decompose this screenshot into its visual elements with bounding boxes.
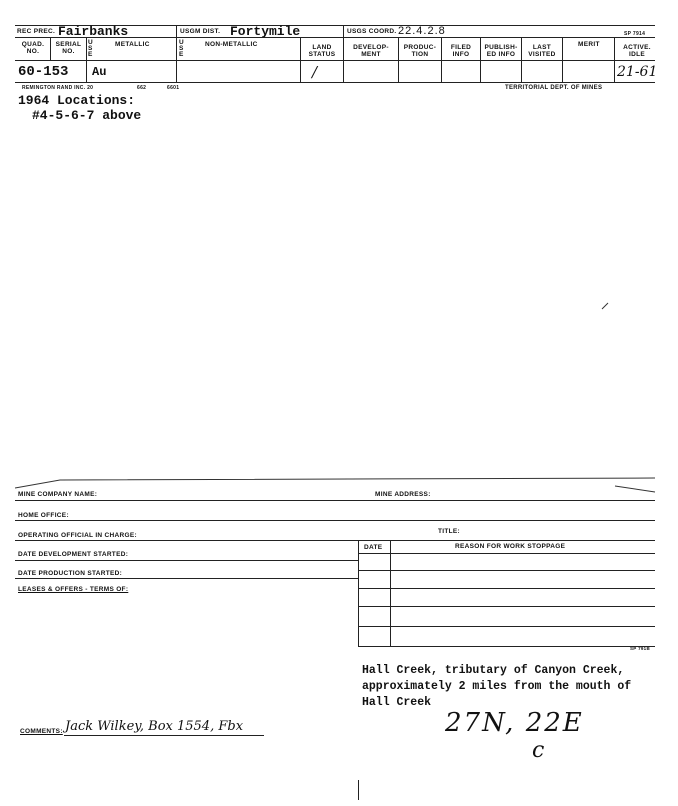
- non-metallic-header: NON-METALLIC: [205, 41, 258, 48]
- col-divider: [176, 37, 177, 82]
- table-row-line: [358, 570, 655, 571]
- record-row-rule: [15, 82, 655, 83]
- serial-no-header: SERIAL NO.: [55, 41, 82, 55]
- rec-prec-value: Fairbanks: [58, 24, 129, 39]
- bottom-mark: [358, 780, 359, 800]
- printer-code: 6601: [167, 85, 180, 91]
- col-divider: [614, 37, 615, 82]
- quad-serial-value: 60-153: [18, 64, 69, 80]
- use-nonmetallic-header: U S E: [179, 39, 184, 58]
- production-header: PRODUC-TION: [403, 44, 437, 58]
- usgm-dist-value: Fortymile: [230, 24, 301, 39]
- quad-no-header: QUAD. NO.: [21, 41, 45, 55]
- use-metallic-header: U S E: [88, 39, 93, 58]
- notes-line-1: 1964 Locations:: [18, 93, 136, 108]
- col-divider: [562, 37, 563, 82]
- usgm-dist-label: USGM DIST.: [180, 28, 221, 35]
- rule: [15, 500, 655, 501]
- comments-underline: [64, 735, 264, 736]
- usgs-coord-value: 22.4.2.8: [398, 25, 446, 37]
- stray-mark: [600, 300, 612, 312]
- active-idle-header: ACTIVE. IDLE: [623, 44, 651, 58]
- printer-mark: REMINGTON RAND INC. 20: [22, 85, 94, 91]
- table-row-line: [358, 606, 655, 607]
- last-visited-header: LAST VISITED: [528, 44, 556, 58]
- date-development-started-label: DATE DEVELOPMENT STARTED:: [18, 551, 129, 558]
- land-status-header: LAND STATUS: [308, 44, 336, 58]
- home-office-label: HOME OFFICE:: [18, 512, 69, 519]
- date-production-started-label: DATE PRODUCTION STARTED:: [18, 570, 123, 577]
- table-left-border: [358, 540, 359, 647]
- usgs-coord-label: USGS COORD.: [347, 28, 397, 35]
- comments-value: Jack Wilkey, Box 1554, Fbx: [65, 719, 244, 734]
- operating-official-label: OPERATING OFFICIAL IN CHARGE:: [18, 532, 137, 539]
- title-label: TITLE:: [438, 528, 461, 535]
- published-info-header: PUBLISH-ED INFO: [484, 44, 518, 58]
- reason-column-header: REASON FOR WORK STOPPAGE: [455, 543, 566, 550]
- rule: [15, 540, 655, 541]
- merit-header: MERIT: [578, 41, 600, 48]
- active-idle-value: 21-61: [617, 64, 658, 80]
- land-status-value: /: [312, 63, 318, 81]
- location-line-2: approximately 2 miles from the mouth of: [362, 680, 632, 693]
- col-divider: [398, 37, 399, 82]
- table-row-line: [358, 646, 655, 647]
- mine-company-name-label: MINE COMPANY NAME:: [18, 491, 98, 498]
- form-code-bottom: SP 791B: [630, 646, 651, 651]
- location-line-3: Hall Creek: [362, 696, 432, 709]
- mine-address-label: MINE ADDRESS:: [375, 491, 431, 498]
- column-header-rule: [15, 60, 655, 61]
- filed-info-header: FILED INFO: [450, 44, 472, 58]
- metallic-header: METALLIC: [115, 41, 150, 48]
- table-row-line: [358, 553, 655, 554]
- table-row-line: [358, 588, 655, 589]
- divider: [343, 25, 344, 37]
- rule: [15, 560, 358, 561]
- rec-prec-label: REC PREC.: [17, 28, 56, 35]
- col-divider: [441, 37, 442, 82]
- handwritten-mark: c: [532, 738, 545, 763]
- development-header: DEVELOP-MENT: [353, 44, 389, 58]
- tear-line: [15, 474, 660, 496]
- notes-line-2: #4-5-6-7 above: [32, 108, 142, 123]
- township-handwritten: 27N, 22E: [445, 708, 584, 738]
- table-row-line: [358, 626, 655, 627]
- metallic-value: Au: [92, 65, 107, 79]
- form-code-top: SP 7914: [624, 31, 646, 37]
- leases-offers-label: LEASES & OFFERS - TERMS OF:: [18, 586, 129, 593]
- location-line-1: Hall Creek, tributary of Canyon Creek,: [362, 664, 625, 677]
- col-divider: [343, 37, 344, 82]
- comments-label: COMMENTS:: [20, 728, 63, 735]
- printer-code: 662: [137, 85, 147, 91]
- rule: [15, 520, 655, 521]
- divider: [176, 25, 177, 37]
- col-divider: [480, 37, 481, 82]
- col-divider: [521, 37, 522, 82]
- col-divider: [86, 37, 87, 82]
- rule: [15, 578, 358, 579]
- table-date-divider: [390, 540, 391, 647]
- department-label: TERRITORIAL DEPT. OF MINES: [505, 85, 603, 91]
- date-column-header: DATE: [364, 544, 383, 551]
